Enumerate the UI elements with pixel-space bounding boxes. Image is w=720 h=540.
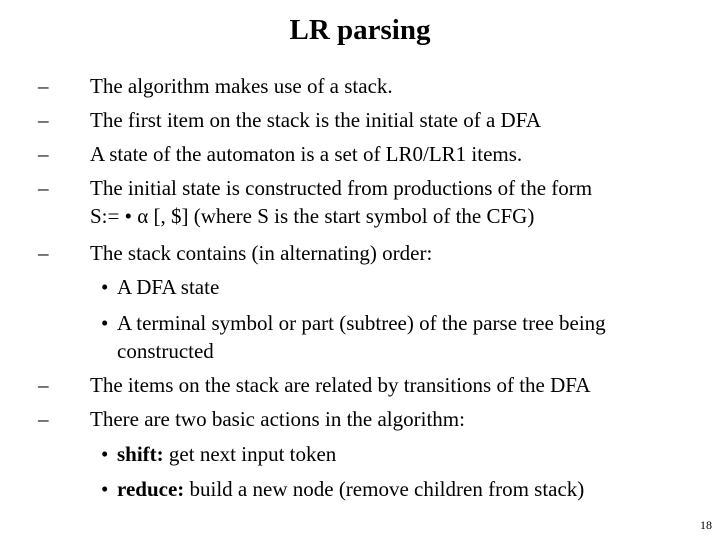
bullet-marker: • <box>101 311 109 335</box>
page-number: 18 <box>700 518 712 532</box>
list-item: The algorithm makes use of a stack. <box>90 74 393 98</box>
shift-label: shift: <box>117 442 164 466</box>
sub-list-item: A DFA state <box>117 275 220 299</box>
dash-marker: – <box>38 74 49 98</box>
bullet-marker: • <box>101 477 109 501</box>
dash-marker: – <box>38 407 49 431</box>
sub-list-item: A terminal symbol or part (subtree) of the parse tree being <box>117 311 606 335</box>
sub-list-item <box>117 441 336 467</box>
dash-marker: – <box>38 142 49 166</box>
list-item: The first item on the stack is the initial state of a DFA <box>90 108 542 132</box>
list-item: The items on the stack are related by transitions of the DFA <box>90 373 591 397</box>
dash-marker: – <box>38 176 49 200</box>
dash-marker: – <box>38 373 49 397</box>
reduce-description: build a new node (remove children from stack) <box>189 477 585 501</box>
sub-list-item-continuation: constructed <box>117 339 214 363</box>
list-item: The stack contains (in alternating) order: <box>90 241 433 265</box>
list-item-continuation: S:= • α [, $] (where S is the start symbol of the CFG) <box>90 204 535 228</box>
dash-marker: – <box>38 241 49 265</box>
reduce-label: reduce: <box>117 477 185 501</box>
bullet-marker: • <box>101 442 109 466</box>
shift-description: get next input token <box>168 442 337 466</box>
list-item: The initial state is constructed from productions of the form <box>90 176 593 200</box>
dash-marker: – <box>38 108 49 132</box>
list-item: A state of the automaton is a set of LR0/LR1 items. <box>90 142 523 166</box>
sub-list-item <box>117 476 584 502</box>
slide-title: LR parsing <box>289 14 431 46</box>
bullet-marker: • <box>101 275 109 299</box>
list-item: There are two basic actions in the algorithm: <box>90 407 465 431</box>
